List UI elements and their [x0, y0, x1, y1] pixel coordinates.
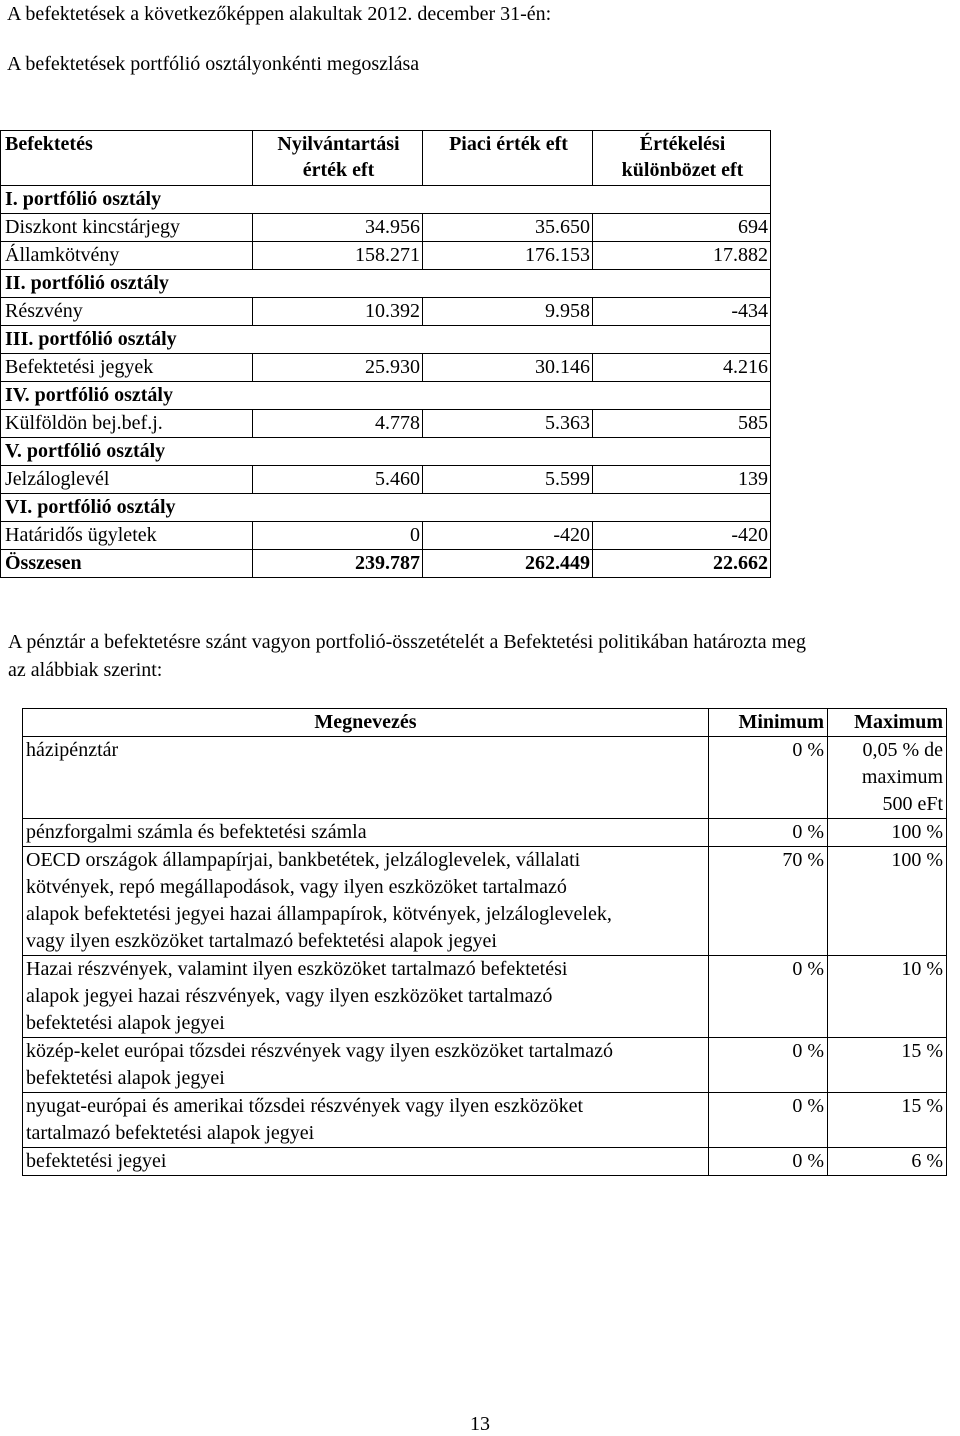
portfolio-class-label: I. portfólió osztály	[1, 186, 771, 214]
maximum-value	[828, 847, 947, 956]
maximum-value	[828, 956, 947, 1038]
table-row	[23, 1093, 947, 1148]
header-nyilvantartasi-line1: Nyilvántartási	[277, 133, 400, 155]
book-value: 158.271	[253, 242, 423, 270]
table1-title: A befektetések portfólió osztályonkénti megoszlása	[7, 53, 420, 75]
asset-name-line: alapok befektetési jegyei hazai állampapírok, kötvények, jelzáloglevelek,	[26, 903, 612, 925]
table-row	[23, 956, 947, 1038]
portfolio-table	[0, 130, 771, 578]
valuation-difference: 694	[593, 214, 771, 242]
asset-name-line: pénzforgalmi számla és befektetési számla	[26, 821, 367, 843]
market-value: 5.363	[423, 410, 593, 438]
table-row	[23, 737, 947, 819]
maximum-value-line: maximum	[861, 766, 943, 788]
asset-name-line: házipénztár	[26, 739, 119, 761]
portfolio-class-row	[1, 382, 771, 410]
maximum-value	[828, 737, 947, 819]
maximum-value-line: 100 %	[891, 821, 943, 843]
asset-name	[23, 737, 709, 819]
portfolio-class-row	[1, 494, 771, 522]
valuation-difference: 139	[593, 466, 771, 494]
table-row	[23, 1148, 947, 1176]
instrument-name: Befektetési jegyek	[1, 354, 253, 382]
portfolio-class-label: III. portfólió osztály	[1, 326, 771, 354]
policy-paragraph	[8, 628, 960, 684]
allocation-table	[22, 708, 947, 1176]
header-piaci-ertek	[423, 131, 593, 186]
table-row	[1, 410, 771, 438]
valuation-difference: -420	[593, 522, 771, 550]
asset-name	[23, 1148, 709, 1176]
instrument-name: Diszkont kincstárjegy	[1, 214, 253, 242]
maximum-value	[828, 819, 947, 847]
minimum-value: 0 %	[709, 1148, 828, 1176]
instrument-name: Határidős ügyletek	[1, 522, 253, 550]
table-row	[1, 298, 771, 326]
asset-name	[23, 1038, 709, 1093]
page-number: 13	[470, 1413, 490, 1435]
maximum-value	[828, 1093, 947, 1148]
header-befektetes	[1, 131, 253, 186]
header-maximum: Maximum	[828, 709, 947, 737]
intro-text: A befektetések a következőképpen alakultak 2012. december 31-én:	[7, 3, 552, 25]
maximum-value	[828, 1038, 947, 1093]
minimum-value: 0 %	[709, 819, 828, 847]
maximum-value-line: 15 %	[901, 1095, 943, 1117]
instrument-name: Államkötvény	[1, 242, 253, 270]
asset-name-line: kötvények, repó megállapodások, vagy ilyen eszközöket tartalmazó	[26, 876, 567, 898]
header-piaci-ertek-text: Piaci érték eft	[449, 133, 568, 155]
header-megnevezes: Megnevezés	[23, 709, 709, 737]
total-row	[1, 550, 771, 578]
asset-name	[23, 847, 709, 956]
portfolio-class-label: VI. portfólió osztály	[1, 494, 771, 522]
asset-name-line: OECD országok állampapírjai, bankbetétek, jelzáloglevelek, vállalati	[26, 849, 581, 871]
table-row	[1, 354, 771, 382]
maximum-value	[828, 1148, 947, 1176]
policy-paragraph-line1: A pénztár a befektetésre szánt vagyon portfolió-összetételét a Befektetési politikában határozta meg	[8, 631, 806, 653]
minimum-value: 0 %	[709, 1093, 828, 1148]
portfolio-class-label: II. portfólió osztály	[1, 270, 771, 298]
policy-paragraph-line2: az alábbiak szerint:	[8, 659, 163, 681]
market-value: -420	[423, 522, 593, 550]
header-ertekelesi-line1: Értékelési	[639, 133, 726, 155]
table-row	[1, 466, 771, 494]
asset-name-line: Hazai részvények, valamint ilyen eszközöket tartalmazó befektetési	[26, 958, 568, 980]
table-row	[1, 522, 771, 550]
maximum-value-line: 15 %	[901, 1040, 943, 1062]
portfolio-class-row	[1, 438, 771, 466]
portfolio-class-label: V. portfólió osztály	[1, 438, 771, 466]
instrument-name: Külföldön bej.bef.j.	[1, 410, 253, 438]
header-nyilvantartasi	[253, 131, 423, 186]
market-value: 5.599	[423, 466, 593, 494]
book-value: 34.956	[253, 214, 423, 242]
asset-name-line: befektetési alapok jegyei	[26, 1012, 225, 1034]
book-value: 10.392	[253, 298, 423, 326]
table-row	[1, 242, 771, 270]
instrument-name: Jelzáloglevél	[1, 466, 253, 494]
instrument-name: Részvény	[1, 298, 253, 326]
total-book-value: 239.787	[253, 550, 423, 578]
portfolio-class-row	[1, 270, 771, 298]
table-row	[23, 819, 947, 847]
market-value: 30.146	[423, 354, 593, 382]
asset-name	[23, 956, 709, 1038]
asset-name	[23, 1093, 709, 1148]
valuation-difference: 4.216	[593, 354, 771, 382]
header-ertekelesi	[593, 131, 771, 186]
maximum-value-line: 0,05 % de	[862, 739, 943, 761]
market-value: 35.650	[423, 214, 593, 242]
asset-name-line: alapok jegyei hazai részvények, vagy ilyen eszközöket tartalmazó	[26, 985, 553, 1007]
market-value: 176.153	[423, 242, 593, 270]
minimum-value: 0 %	[709, 1038, 828, 1093]
header-minimum: Minimum	[709, 709, 828, 737]
maximum-value-line: 500 eFt	[882, 793, 943, 815]
minimum-value: 0 %	[709, 956, 828, 1038]
table-row	[23, 847, 947, 956]
portfolio-class-label: IV. portfólió osztály	[1, 382, 771, 410]
asset-name-line: vagy ilyen eszközöket tartalmazó befektetési alapok jegyei	[26, 930, 497, 952]
total-market-value: 262.449	[423, 550, 593, 578]
portfolio-class-row	[1, 186, 771, 214]
market-value: 9.958	[423, 298, 593, 326]
table-row	[1, 214, 771, 242]
table1-header-row	[1, 131, 771, 186]
asset-name-line: befektetési jegyei	[26, 1150, 167, 1172]
asset-name-line: közép-kelet európai tőzsdei részvények vagy ilyen eszközöket tartalmazó	[26, 1040, 613, 1062]
maximum-value-line: 100 %	[891, 849, 943, 871]
book-value: 0	[253, 522, 423, 550]
header-ertekelesi-line2: különbözet eft	[621, 159, 744, 181]
asset-name	[23, 819, 709, 847]
header-nyilvantartasi-line2: érték eft	[302, 159, 375, 181]
maximum-value-line: 6 %	[911, 1150, 943, 1172]
asset-name-line: tartalmazó befektetési alapok jegyei	[26, 1122, 315, 1144]
valuation-difference: 585	[593, 410, 771, 438]
total-label: Összesen	[1, 550, 253, 578]
asset-name-line: befektetési alapok jegyei	[26, 1067, 225, 1089]
portfolio-class-row	[1, 326, 771, 354]
asset-name-line: nyugat-európai és amerikai tőzsdei részvények vagy ilyen eszközöket	[26, 1095, 584, 1117]
table-row	[23, 1038, 947, 1093]
book-value: 4.778	[253, 410, 423, 438]
valuation-difference: 17.882	[593, 242, 771, 270]
valuation-difference: -434	[593, 298, 771, 326]
total-valuation-difference: 22.662	[593, 550, 771, 578]
book-value: 25.930	[253, 354, 423, 382]
book-value: 5.460	[253, 466, 423, 494]
maximum-value-line: 10 %	[901, 958, 943, 980]
minimum-value: 70 %	[709, 847, 828, 956]
minimum-value: 0 %	[709, 737, 828, 819]
header-befektetes-text: Befektetés	[5, 133, 93, 155]
table2-header-row	[23, 709, 947, 737]
